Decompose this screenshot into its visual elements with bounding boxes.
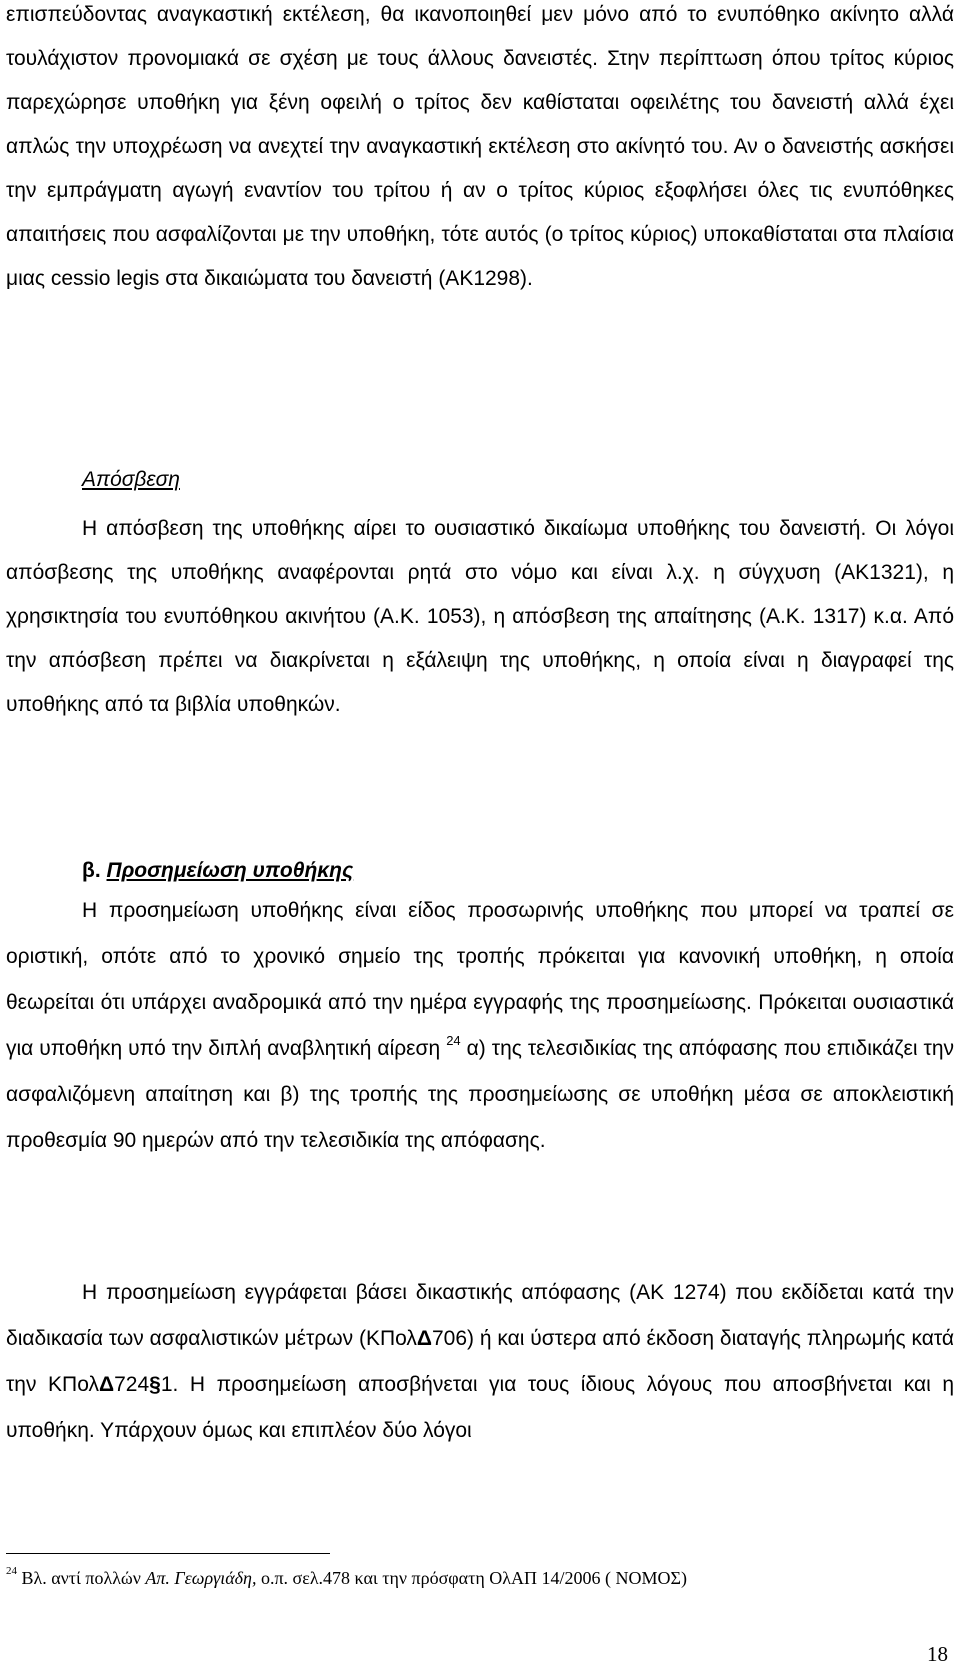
body-paragraph-apostvesi <box>6 507 954 727</box>
paragraph-text: 724 <box>114 1373 150 1396</box>
footnote-text: Βλ. αντί πολλών <box>17 1568 146 1588</box>
delta-symbol: Δ <box>416 1327 432 1350</box>
paragraph-text: Η προσημείωση υποθήκης είναι είδος προσωρινής υποθήκης που μπορεί να τραπεί σε οριστική, οπότε από το χρονικό σημείο της τροπής πρόκειται για κανονική υποθήκη, η οποία θεωρείται ότι υπάρχει αναδρομικά από την ημέρα εγγραφής της προσημείωσης. Πρόκειται ουσιαστικά για υποθήκη υπό την διπλή αναβλητική αίρεση <box>6 899 954 1060</box>
page-number: 18 <box>927 1642 948 1666</box>
footnote-separator <box>6 1553 330 1554</box>
footnote-number: 24 <box>6 1565 17 1577</box>
paragraph-text: Η προσημείωση εγγράφεται βάσει δικαστικής απόφασης (ΑΚ 1274) που εκδίδεται κατά την διαδικασία των ασφαλιστικών μέτρων (ΚΠολ <box>6 1281 954 1350</box>
section-symbol: § <box>149 1373 161 1396</box>
heading-prefix: β. <box>82 859 101 882</box>
paragraph-text: επισπεύδοντας αναγκαστική εκτέλεση, θα ικανοποιηθεί μεν μόνο από το ενυπόθηκο ακίνητο αλλά τουλάχιστον προνομιακά σε σχέση με τους άλλους δανειστές. Στην περίπτωση όπου τρίτος κύριος παρεχώρησε υποθήκη για ξένη οφειλή ο τρίτος δεν καθίσταται οφειλέτης του δανειστή αλλά έχει απλώς την υποχρέωση να ανεχτεί την αναγκαστική εκτέλεση στο ακίνητό του. Αν ο δανειστής ασκήσει την εμπράγματη αγωγή εναντίον του τρίτου ή αν ο τρίτος κύριος εξοφλήσει όλες τις ενυπόθηκες απαιτήσεις που ασφαλίζονται με την υποθήκη, τότε αυτός (ο τρίτος κύριος) υποκαθίσταται στα πλαίσια μιας cessio legis στα δικαιώματα του δανειστή (ΑΚ1298). <box>6 3 954 290</box>
section-heading-apostvesi: Απόσβεση <box>82 468 180 491</box>
delta-symbol: Δ <box>99 1373 115 1396</box>
heading-title: Προσημείωση υποθήκης <box>106 859 354 882</box>
section-heading-prosimeiosi <box>82 855 353 887</box>
paragraph-text-continued: α) της τελεσιδικίας της απόφασης που επιδικάζει την ασφαλιζόμενη απαίτηση και β) της τροπής της προσημείωσης σε υποθήκη μέσα σε αποκλειστική προθεσμία 90 ημερών από την τελεσιδικία της απόφασης. <box>6 1037 954 1152</box>
paragraph-text: Η απόσβεση της υποθήκης αίρει το ουσιαστικό δικαίωμα υποθήκης του δανειστή. Οι λόγοι απόσβεσης της υποθήκης αναφέρονται ρητά στο νόμο και είναι λ.χ. η σύγχυση (ΑΚ1321), η χρησικτησία του ενυπόθηκου ακινήτου (Α.Κ. 1053), η απόσβεση της απαίτησης (Α.Κ. 1317) κ.α. Από την απόσβεση πρέπει να διακρίνεται η εξάλειψη της υποθήκης, η οποία είναι η διαγραφεί της υποθήκης από τα βιβλία υποθηκών. <box>6 517 954 716</box>
body-paragraph <box>6 0 954 301</box>
paragraph-text: 1. Η προσημείωση αποσβήνεται για τους ίδιους λόγους που αποσβήνεται και η υποθήκη. Υπάρχουν όμως και επιπλέον δύο λόγοι <box>6 1373 954 1442</box>
body-paragraph-prosimeiosi-2 <box>6 1270 954 1454</box>
body-paragraph-prosimeiosi <box>6 888 954 1164</box>
footnote <box>6 1566 946 1590</box>
paragraph-text: 706) ή και ύστερα από έκδοση διαταγής πληρωμής κατά την ΚΠολ <box>6 1327 954 1396</box>
footnote-author: Απ. Γεωργιάδη, <box>145 1568 257 1588</box>
footnote-text-end: ο.π. σελ.478 και την πρόσφατη ΟλΑΠ 14/2006 ( ΝΟΜΟΣ) <box>256 1568 687 1588</box>
footnote-reference[interactable]: 24 <box>446 1033 461 1048</box>
